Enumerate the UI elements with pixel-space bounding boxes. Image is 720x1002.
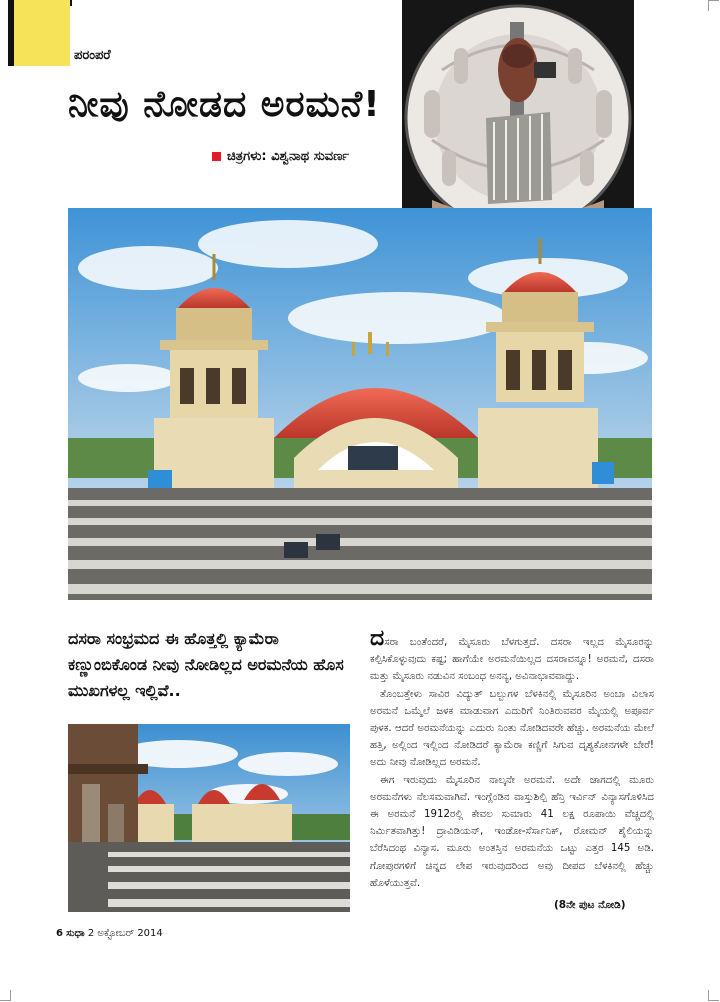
article-body xyxy=(370,626,654,892)
continued-note: (8ನೇ ಪುಟ ನೋಡಿ) xyxy=(554,899,626,911)
section-label: ಪರಂಪರೆ xyxy=(74,48,111,63)
page-footer xyxy=(56,928,163,939)
palace-domes-rooftop-photo xyxy=(68,724,350,912)
crop-mark xyxy=(0,990,11,1001)
page-title: ನೀವು ನೋಡದ ಅರಮನೆ! xyxy=(68,84,381,125)
palace-rooftop-photo xyxy=(68,208,652,600)
body-paragraph-3: ಈಗ ಇರುವುದು ಮೈಸೂರಿನ ನಾಲ್ಕನೇ ಅರಮನೆ. ಅದೇ ಜಾಗದಲ್ಲಿ ಮೂರು ಅರಮನೆಗಳು ನೆಲಸಮವಾಗಿವೆ. ಇಂಗ್ಲೆಂಡಿನ ವಾಸ್ತುಶಿಲ್ಪಿ ಹೆನ್ರಿ ಇರ್ವಿನ್ ವಿನ್ಯಾಸಗೊಳಿಸಿದ ಈ ಅರಮನೆ 1912ರಲ್ಲಿ ಕೇವಲ ಸುಮಾರು 41 ಲಕ್ಷ ರೂಪಾಯಿ ವೆಚ್ಚದಲ್ಲಿ ನಿರ್ಮಿತವಾಗಿತ್ತು! ದ್ರಾವಿಡಿಯನ್, ಇಂಡೋ-ಸೆರ್ಸಾನಿಕ್, ರೋಮನ್ ಶೈಲಿಯನ್ನು ಬೆರೆಸಿದಂಥ ವಿನ್ಯಾಸ. ಮೂರು ಅಂತಸ್ತಿನ ಅರಮನೆಯ ಒಟ್ಟು ಎತ್ತರ 145 ಅಡಿ. ಗೋಪುರಗಳಿಗೆ ಚಿನ್ನದ ಲೇಪ ಇರುವುದರಿಂದ ಅವು ದೀಪದ ಬೆಳಕಿನಲ್ಲಿ ಹೆಚ್ಚು ಹೊಳೆಯುತ್ತವೆ. xyxy=(370,774,654,889)
red-square-bullet-icon xyxy=(212,152,221,161)
crop-mark xyxy=(708,0,719,11)
photo-credit-text: ಚಿತ್ರಗಳು: ವಿಶ್ವನಾಥ ಸುವರ್ಣ xyxy=(227,149,350,164)
lead-paragraph: ದಸರಾ ಸಂಭ್ರಮದ ಈ ಹೊತ್ತಲ್ಲಿ ಕ್ಯಾಮೆರಾ ಕಣ್ಣುಂಬಿಕೊಂಡ ನೀವು ನೋಡಿಲ್ಲದ ಅರಮನೆಯ ಹೊಸ ಮುಖಗಳಲ್ಲ ಇಲ್ಲಿವೆ.. xyxy=(68,629,344,700)
page-number: 6 xyxy=(56,928,63,939)
header-black-edge xyxy=(8,0,14,66)
issue-date: 2 ಅಕ್ಟೋಬರ್ 2014 xyxy=(87,928,163,939)
fisheye-staircase-photo xyxy=(402,0,634,232)
body-paragraph-2: ತೊಂಬತ್ತೇಳು ಸಾವಿರ ವಿದ್ಯುತ್ ಬಲ್ಬುಗಳ ಬೆಳಕಿನಲ್ಲಿ ಮೈಸೂರಿನ ಅಂಬಾ ವಿಲಾಸ ಅರಮನೆ ಒಮ್ಮೆಲೆ ಜಳಕ ಮಾಡುವಾಗ ಎದುರಿಗೆ ನಿಂತಿರುವವರ ಮೈಯಲ್ಲಿ ಅಪೂರ್ವ ಪುಳಕ. ಆದರೆ ಅರಮನೆಯನ್ನು ಎದುರು ನಿಂತು ನೋಡಿದವರೇ ಹೆಚ್ಚು. ಅರಮನೆಯ ಮೇಲೆ ಹತ್ತಿ, ಅಲ್ಲಿಂದ ಇಲ್ಲಿಂದ ನೋಡಿದರೆ ಕ್ಯಾಮೆರಾ ಕಣ್ಣಿಗೆ ಸಿಗುವ ದೃಶ್ಯಕೋನಗಳೇ ಬೇರೆ! ಅದು ನೀವು ನೋಡಿಲ್ಲದ ಅರಮನೆ. xyxy=(370,688,654,769)
crop-mark xyxy=(708,990,719,1001)
magazine-name: ಸುಧಾ xyxy=(66,928,85,939)
photo-credit xyxy=(212,149,349,164)
body-paragraph-1: ದಸರಾ ಬಂತೆಂದರೆ, ಮೈಸೂರು ಬೆಳಗುತ್ತದೆ. ದಸರಾ ಇಲ್ಲದ ಮೈಸೂರನ್ನು ಕಲ್ಪಿಸಿಕೊಳ್ಳುವುದು ಕಷ್ಟ; ಹಾಗೆಯೇ ಅರಮನೆಯಿಲ್ಲದ ದಸರಾವನ್ನೂ! ಅರಮನೆ, ದಸರಾ ಮತ್ತು ಮೈಸೂರು ನಡುವಿನ ಸಂಬಂಧ ಅನನ್ಯ, ಅವಿನಾಭಾವವಾದ್ದು. xyxy=(370,626,654,683)
header-yellow-block xyxy=(10,0,70,66)
